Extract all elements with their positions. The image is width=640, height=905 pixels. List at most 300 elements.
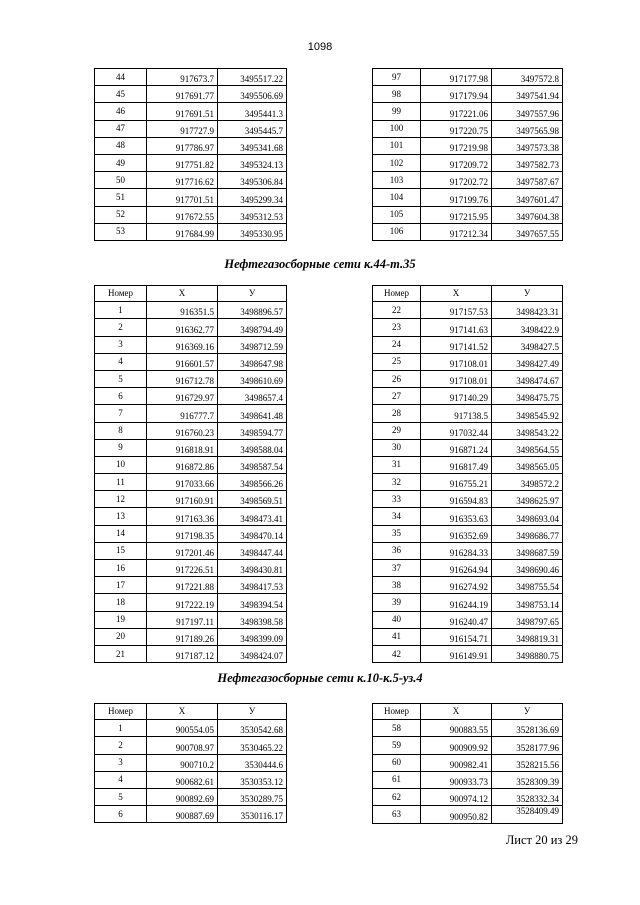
point-number-cell: 19	[95, 611, 147, 628]
y-coordinate-cell: 3498417.53	[218, 577, 287, 594]
table-row	[373, 491, 563, 508]
coordinates-table-k44-left	[94, 285, 287, 663]
table-row	[373, 737, 563, 754]
y-coordinate-cell: 3498474.67	[492, 370, 563, 387]
point-number-cell: 100	[373, 120, 421, 137]
y-coordinate-cell: 3530465.22	[218, 737, 287, 754]
y-coordinate-cell: 3498543.22	[492, 422, 563, 439]
y-coordinate-cell: 3498686.77	[492, 525, 563, 542]
point-number-cell: 31	[373, 456, 421, 473]
y-coordinate-cell: 3495330.95	[218, 223, 287, 240]
x-coordinate-cell: 917221.06	[421, 103, 492, 120]
point-number-cell: 11	[95, 474, 147, 491]
y-coordinate-cell: 3498565.05	[492, 456, 563, 473]
y-coordinate-cell: 3498430.81	[218, 560, 287, 577]
point-number-cell: 42	[373, 645, 421, 662]
point-number-cell: 51	[95, 189, 147, 206]
point-number-cell: 4	[95, 353, 147, 370]
x-coordinate-cell: 916352.69	[421, 525, 492, 542]
table-row	[373, 336, 563, 353]
y-coordinate-cell: 3530444.6	[218, 754, 287, 771]
point-number-cell: 105	[373, 206, 421, 223]
table-row	[95, 611, 287, 628]
table-row	[95, 172, 287, 189]
x-coordinate-cell: 917163.36	[147, 508, 218, 525]
y-coordinate-cell: 3495441.3	[218, 103, 287, 120]
x-coordinate-cell: 917751.82	[147, 154, 218, 171]
x-coordinate-cell: 917691.51	[147, 103, 218, 120]
table-row	[373, 628, 563, 645]
table-row	[373, 302, 563, 319]
y-coordinate-cell: 3497587.67	[492, 172, 563, 189]
point-number-cell: 99	[373, 103, 421, 120]
x-coordinate-cell: 917033.66	[147, 474, 218, 491]
x-coordinate-cell: 900974.12	[421, 788, 492, 805]
y-coordinate-cell: 3498690.46	[492, 560, 563, 577]
point-number-cell: 53	[95, 223, 147, 240]
y-coordinate-cell: 3498880.75	[492, 645, 563, 662]
point-number-cell: 39	[373, 594, 421, 611]
table-header-row	[95, 286, 287, 302]
point-number-cell: 30	[373, 439, 421, 456]
y-coordinate-cell: 3498657.4	[218, 388, 287, 405]
x-coordinate-cell: 900554.05	[147, 720, 218, 737]
table-row	[95, 737, 287, 754]
y-coordinate-cell: 3530116.17	[218, 806, 287, 823]
point-number-cell: 16	[95, 560, 147, 577]
table-row	[95, 154, 287, 171]
table-row	[95, 370, 287, 387]
y-coordinate-cell: 3498687.59	[492, 542, 563, 559]
page-number: 1098	[307, 41, 333, 53]
x-coordinate-cell: 917221.88	[147, 577, 218, 594]
column-header: X	[147, 704, 218, 720]
point-number-cell: 58	[373, 720, 421, 737]
x-coordinate-cell: 917226.51	[147, 560, 218, 577]
point-number-cell: 17	[95, 577, 147, 594]
point-number-cell: 10	[95, 456, 147, 473]
y-coordinate-cell: 3497541.94	[492, 86, 563, 103]
x-coordinate-cell: 900887.69	[147, 806, 218, 823]
table-row	[95, 720, 287, 737]
y-coordinate-cell: 3498545.92	[492, 405, 563, 422]
point-number-cell: 59	[373, 737, 421, 754]
point-number-cell: 15	[95, 542, 147, 559]
x-coordinate-cell: 916712.78	[147, 370, 218, 387]
table-row	[373, 439, 563, 456]
table-row	[95, 319, 287, 336]
point-number-cell: 7	[95, 405, 147, 422]
y-coordinate-cell: 3498427.5	[492, 336, 563, 353]
column-header: X	[421, 286, 492, 302]
point-number-cell: 18	[95, 594, 147, 611]
table-row	[95, 388, 287, 405]
y-coordinate-cell: 3498447.44	[218, 542, 287, 559]
table-row	[373, 388, 563, 405]
coordinates-table-k10-right	[372, 703, 563, 824]
point-number-cell: 1	[95, 302, 147, 319]
table-row	[373, 645, 563, 662]
point-number-cell: 102	[373, 154, 421, 171]
x-coordinate-cell: 916777.7	[147, 405, 218, 422]
point-number-cell: 62	[373, 788, 421, 805]
x-coordinate-cell: 917222.19	[147, 594, 218, 611]
point-number-cell: 52	[95, 206, 147, 223]
point-number-cell: 8	[95, 422, 147, 439]
y-coordinate-cell: 3498693.04	[492, 508, 563, 525]
x-coordinate-cell: 916240.47	[421, 611, 492, 628]
table-row	[373, 69, 563, 86]
x-coordinate-cell: 916872.86	[147, 456, 218, 473]
y-coordinate-cell: 3498712.59	[218, 336, 287, 353]
x-coordinate-cell: 916284.33	[421, 542, 492, 559]
x-coordinate-cell: 916818.91	[147, 439, 218, 456]
y-coordinate-cell: 3498475.75	[492, 388, 563, 405]
point-number-cell: 33	[373, 491, 421, 508]
y-coordinate-cell: 3495299.34	[218, 189, 287, 206]
x-coordinate-cell: 917673.7	[147, 69, 218, 86]
column-header: У	[492, 704, 563, 720]
table-row	[95, 353, 287, 370]
table-row	[95, 577, 287, 594]
y-coordinate-cell: 3498647.98	[218, 353, 287, 370]
coordinates-table-k10-left	[94, 703, 287, 823]
point-number-cell: 22	[373, 302, 421, 319]
x-coordinate-cell: 916274.92	[421, 577, 492, 594]
x-coordinate-cell: 917160.91	[147, 491, 218, 508]
point-number-cell: 35	[373, 525, 421, 542]
point-number-cell: 106	[373, 223, 421, 240]
x-coordinate-cell: 917691.77	[147, 86, 218, 103]
x-coordinate-cell: 917202.72	[421, 172, 492, 189]
table-row	[95, 103, 287, 120]
x-coordinate-cell: 917199.76	[421, 189, 492, 206]
column-header: X	[147, 286, 218, 302]
column-header: X	[421, 704, 492, 720]
y-coordinate-cell: 3498755.54	[492, 577, 563, 594]
y-coordinate-cell: 3495506.69	[218, 86, 287, 103]
point-number-cell: 47	[95, 120, 147, 137]
table-row	[373, 788, 563, 805]
x-coordinate-cell: 900708.97	[147, 737, 218, 754]
table-row	[373, 456, 563, 473]
x-coordinate-cell: 916755.21	[421, 474, 492, 491]
y-coordinate-cell: 3495445.7	[218, 120, 287, 137]
point-number-cell: 49	[95, 154, 147, 171]
table-row	[95, 456, 287, 473]
x-coordinate-cell: 917140.29	[421, 388, 492, 405]
point-number-cell: 61	[373, 771, 421, 788]
table-row	[373, 353, 563, 370]
table-row	[373, 120, 563, 137]
point-number-cell: 36	[373, 542, 421, 559]
y-coordinate-cell: 3498470.14	[218, 525, 287, 542]
y-coordinate-cell: 3528309.39	[492, 771, 563, 788]
column-header: У	[218, 704, 287, 720]
table-row	[373, 319, 563, 336]
table-row	[373, 611, 563, 628]
y-coordinate-cell: 3498819.31	[492, 628, 563, 645]
point-number-cell: 9	[95, 439, 147, 456]
x-coordinate-cell: 900933.73	[421, 771, 492, 788]
point-number-cell: 48	[95, 137, 147, 154]
point-number-cell: 60	[373, 754, 421, 771]
point-number-cell: 24	[373, 336, 421, 353]
y-coordinate-cell: 3498625.97	[492, 491, 563, 508]
y-coordinate-cell: 3495341.68	[218, 137, 287, 154]
table-row	[95, 594, 287, 611]
y-coordinate-cell: 3498564.55	[492, 439, 563, 456]
y-coordinate-cell: 3498422.9	[492, 319, 563, 336]
point-number-cell: 4	[95, 771, 147, 788]
x-coordinate-cell: 916871.24	[421, 439, 492, 456]
y-coordinate-cell: 3530353.12	[218, 771, 287, 788]
x-coordinate-cell: 917212.34	[421, 223, 492, 240]
table-row	[95, 206, 287, 223]
table-row	[95, 302, 287, 319]
section-title-k44-t35: Нефтегазосборные сети к.44-т.35	[224, 257, 416, 271]
x-coordinate-cell: 900950.82	[421, 806, 492, 824]
y-coordinate-cell: 3495312.53	[218, 206, 287, 223]
x-coordinate-cell: 917189.26	[147, 628, 218, 645]
y-coordinate-cell: 3498797.65	[492, 611, 563, 628]
point-number-cell: 2	[95, 319, 147, 336]
y-coordinate-cell: 3497557.96	[492, 103, 563, 120]
point-number-cell: 5	[95, 788, 147, 805]
table-header-row	[373, 286, 563, 302]
point-number-cell: 27	[373, 388, 421, 405]
x-coordinate-cell: 916729.97	[147, 388, 218, 405]
table-row	[373, 806, 563, 824]
x-coordinate-cell: 916594.83	[421, 491, 492, 508]
x-coordinate-cell: 916264.94	[421, 560, 492, 577]
x-coordinate-cell: 917179.94	[421, 86, 492, 103]
point-number-cell: 6	[95, 388, 147, 405]
x-coordinate-cell: 900909.92	[421, 737, 492, 754]
point-number-cell: 23	[373, 319, 421, 336]
x-coordinate-cell: 917197.11	[147, 611, 218, 628]
y-coordinate-cell: 3497573.38	[492, 137, 563, 154]
table-row	[95, 405, 287, 422]
point-number-cell: 1	[95, 720, 147, 737]
table-row	[373, 223, 563, 240]
y-coordinate-cell: 3498424.07	[218, 645, 287, 662]
table-row	[373, 720, 563, 737]
y-coordinate-cell: 3497572.8	[492, 69, 563, 86]
x-coordinate-cell: 917157.53	[421, 302, 492, 319]
point-number-cell: 40	[373, 611, 421, 628]
point-number-cell: 97	[373, 69, 421, 86]
table-row	[373, 172, 563, 189]
sheet-footer: Лист 20 из 29	[505, 833, 578, 847]
point-number-cell: 6	[95, 806, 147, 823]
table-row	[373, 542, 563, 559]
x-coordinate-cell: 916351.5	[147, 302, 218, 319]
x-coordinate-cell: 917716.62	[147, 172, 218, 189]
x-coordinate-cell: 917138.5	[421, 405, 492, 422]
table-row	[95, 628, 287, 645]
column-header: У	[218, 286, 287, 302]
point-number-cell: 46	[95, 103, 147, 120]
table-row	[373, 771, 563, 788]
point-number-cell: 12	[95, 491, 147, 508]
x-coordinate-cell: 917220.75	[421, 120, 492, 137]
point-number-cell: 3	[95, 754, 147, 771]
point-number-cell: 28	[373, 405, 421, 422]
table-row	[95, 86, 287, 103]
x-coordinate-cell: 917786.97	[147, 137, 218, 154]
column-header: Номер	[373, 704, 421, 720]
y-coordinate-cell: 3495517.22	[218, 69, 287, 86]
y-coordinate-cell: 3498641.48	[218, 405, 287, 422]
y-coordinate-cell: 3528332.34	[492, 788, 563, 805]
point-number-cell: 21	[95, 645, 147, 662]
table-row	[95, 806, 287, 823]
y-coordinate-cell: 3497601.47	[492, 189, 563, 206]
x-coordinate-cell: 917032.44	[421, 422, 492, 439]
table-row	[95, 491, 287, 508]
x-coordinate-cell: 900682.61	[147, 771, 218, 788]
y-coordinate-cell: 3498610.69	[218, 370, 287, 387]
table-row	[373, 560, 563, 577]
coordinates-table-k44-right	[372, 285, 563, 663]
y-coordinate-cell: 3498394.54	[218, 594, 287, 611]
column-header: У	[492, 286, 563, 302]
point-number-cell: 3	[95, 336, 147, 353]
x-coordinate-cell: 917201.46	[147, 542, 218, 559]
point-number-cell: 104	[373, 189, 421, 206]
x-coordinate-cell: 900710.2	[147, 754, 218, 771]
x-coordinate-cell: 916154.71	[421, 628, 492, 645]
point-number-cell: 45	[95, 86, 147, 103]
table-row	[95, 508, 287, 525]
point-number-cell: 2	[95, 737, 147, 754]
table-row	[95, 223, 287, 240]
point-number-cell: 32	[373, 474, 421, 491]
point-number-cell: 37	[373, 560, 421, 577]
x-coordinate-cell: 916149.91	[421, 645, 492, 662]
column-header: Номер	[95, 286, 147, 302]
y-coordinate-cell: 3497582.73	[492, 154, 563, 171]
table-row	[373, 594, 563, 611]
table-row	[95, 771, 287, 788]
x-coordinate-cell: 916760.23	[147, 422, 218, 439]
table-row	[373, 154, 563, 171]
point-number-cell: 50	[95, 172, 147, 189]
y-coordinate-cell: 3498896.57	[218, 302, 287, 319]
x-coordinate-cell: 917215.95	[421, 206, 492, 223]
y-coordinate-cell: 3498572.2	[492, 474, 563, 491]
x-coordinate-cell: 917187.12	[147, 645, 218, 662]
x-coordinate-cell: 900883.55	[421, 720, 492, 737]
x-coordinate-cell: 917108.01	[421, 370, 492, 387]
x-coordinate-cell: 917727.9	[147, 120, 218, 137]
table-row	[95, 439, 287, 456]
y-coordinate-cell: 3498588.04	[218, 439, 287, 456]
y-coordinate-cell: 3497657.55	[492, 223, 563, 240]
table-row	[95, 474, 287, 491]
table-row	[373, 508, 563, 525]
x-coordinate-cell: 916244.19	[421, 594, 492, 611]
table-row	[95, 120, 287, 137]
table-row	[95, 645, 287, 662]
table-row	[95, 525, 287, 542]
table-row	[373, 422, 563, 439]
table-row	[373, 405, 563, 422]
table-row	[95, 422, 287, 439]
table-row	[95, 189, 287, 206]
table-row	[95, 754, 287, 771]
y-coordinate-cell: 3497604.38	[492, 206, 563, 223]
point-number-cell: 44	[95, 69, 147, 86]
y-coordinate-cell: 3498427.49	[492, 353, 563, 370]
table-row	[95, 560, 287, 577]
x-coordinate-cell: 917672.55	[147, 206, 218, 223]
table-header-row	[95, 704, 287, 720]
y-coordinate-cell: 3528177.96	[492, 737, 563, 754]
table-row	[95, 542, 287, 559]
table-row	[95, 137, 287, 154]
table-header-row	[373, 704, 563, 720]
table-row	[373, 754, 563, 771]
point-number-cell: 5	[95, 370, 147, 387]
point-number-cell: 14	[95, 525, 147, 542]
y-coordinate-cell: 3498587.54	[218, 456, 287, 473]
y-coordinate-cell: 3498473.41	[218, 508, 287, 525]
x-coordinate-cell: 917219.98	[421, 137, 492, 154]
x-coordinate-cell: 900892.69	[147, 788, 218, 805]
point-number-cell: 103	[373, 172, 421, 189]
table-row	[373, 370, 563, 387]
point-number-cell: 13	[95, 508, 147, 525]
y-coordinate-cell: 3528136.69	[492, 720, 563, 737]
x-coordinate-cell: 917198.35	[147, 525, 218, 542]
y-coordinate-cell: 3530542.68	[218, 720, 287, 737]
point-number-cell: 26	[373, 370, 421, 387]
x-coordinate-cell: 917141.63	[421, 319, 492, 336]
y-coordinate-cell: 3497565.98	[492, 120, 563, 137]
table-row	[373, 474, 563, 491]
x-coordinate-cell: 916369.16	[147, 336, 218, 353]
y-coordinate-cell: 3528215.56	[492, 754, 563, 771]
section-title-k10-k5: Нефтегазосборные сети к.10-к.5-уз.4	[217, 671, 423, 685]
table-row	[373, 525, 563, 542]
y-coordinate-cell: 3530289.75	[218, 788, 287, 805]
y-coordinate-cell: 3495306.84	[218, 172, 287, 189]
column-header: Номер	[373, 286, 421, 302]
point-number-cell: 38	[373, 577, 421, 594]
column-header: Номер	[95, 704, 147, 720]
table-row	[373, 137, 563, 154]
x-coordinate-cell: 916601.57	[147, 353, 218, 370]
table-row	[95, 336, 287, 353]
x-coordinate-cell: 900982.41	[421, 754, 492, 771]
y-coordinate-cell: 3498398.58	[218, 611, 287, 628]
point-number-cell: 41	[373, 628, 421, 645]
x-coordinate-cell: 917209.72	[421, 154, 492, 171]
x-coordinate-cell: 916362.77	[147, 319, 218, 336]
point-number-cell: 101	[373, 137, 421, 154]
point-number-cell: 34	[373, 508, 421, 525]
table-row	[373, 577, 563, 594]
y-coordinate-cell: 3498569.51	[218, 491, 287, 508]
table-row	[373, 206, 563, 223]
point-number-cell: 63	[373, 806, 421, 824]
x-coordinate-cell: 917701.51	[147, 189, 218, 206]
table-row	[373, 86, 563, 103]
x-coordinate-cell: 917684.99	[147, 223, 218, 240]
coordinates-table-top-left	[94, 68, 287, 241]
